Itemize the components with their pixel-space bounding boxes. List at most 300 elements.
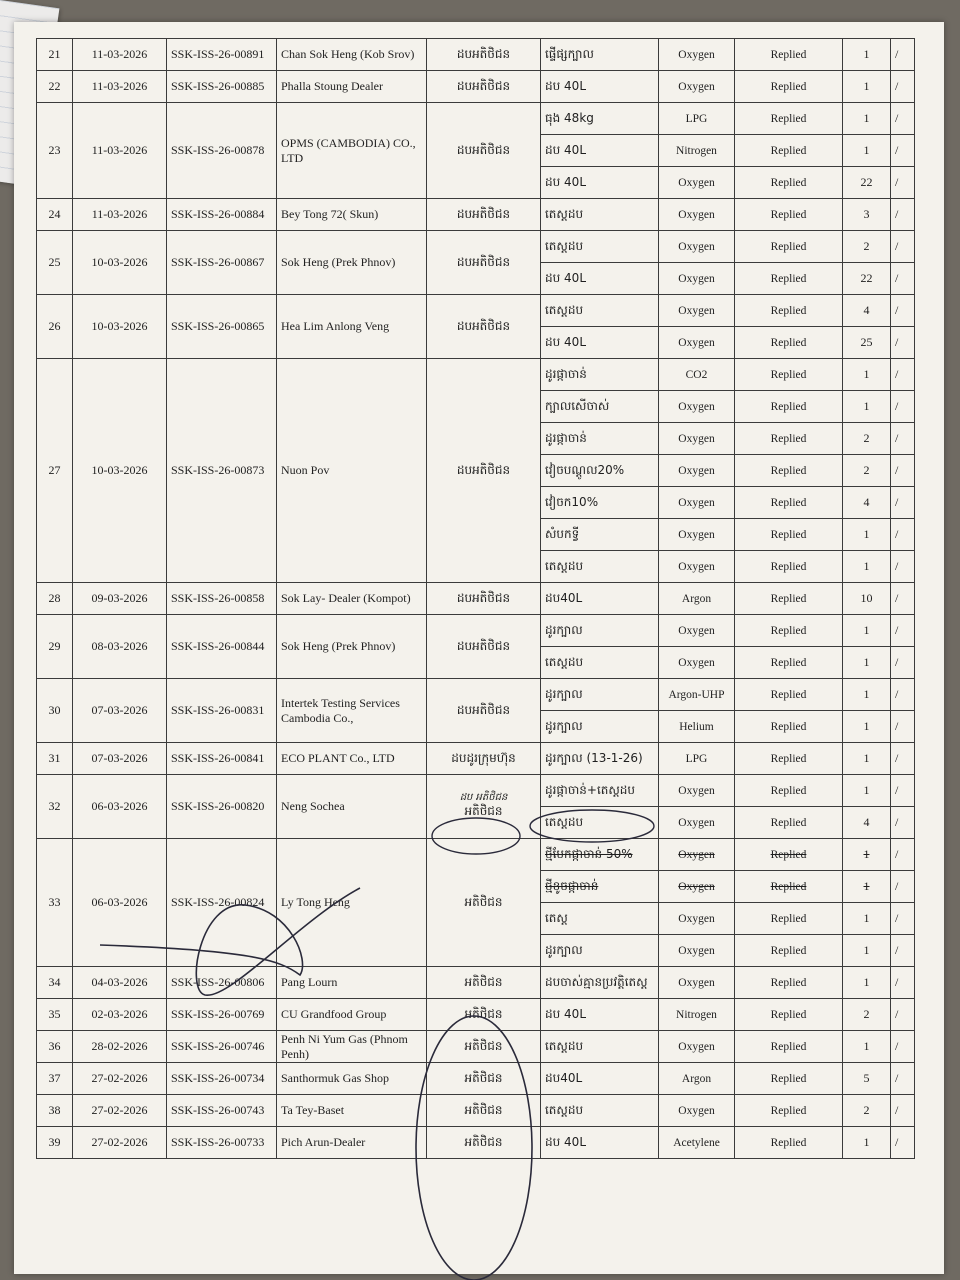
item-description: ដបចាស់គ្មានប្រវត្តិតេស្ត [541,967,659,999]
document-number: SSK-ISS-26-00858 [167,583,277,615]
item-description: ដូរក្បាល [541,615,659,647]
status: Replied [735,455,843,487]
gas-type: Oxygen [659,423,735,455]
check-mark-icon: / [895,527,899,541]
ledger-table [36,38,915,1159]
check-mark-icon: / [895,687,899,701]
gas-type: Argon [659,1063,735,1095]
check-mark-cell [891,135,915,167]
status: Replied [735,1063,843,1095]
status: Replied [735,167,843,199]
item-description: ដប 40L [541,999,659,1031]
quantity: 10 [843,583,891,615]
quantity: 22 [843,167,891,199]
table-row [37,295,915,327]
quantity: 1 [843,775,891,807]
document-number: SSK-ISS-26-00865 [167,295,277,359]
check-mark-icon: / [895,463,899,477]
cylinder-type: អតិថិជន [427,1031,541,1063]
quantity: 1 [843,39,891,71]
gas-type: LPG [659,743,735,775]
quantity: 1 [843,1127,891,1159]
check-mark-cell [891,807,915,839]
status: Replied [735,583,843,615]
customer-name: Hea Lim Anlong Veng [277,295,427,359]
check-mark-cell [891,775,915,807]
quantity: 2 [843,231,891,263]
document-number: SSK-ISS-26-00824 [167,839,277,967]
status: Replied [735,135,843,167]
check-mark-cell [891,711,915,743]
row-number: 37 [37,1063,73,1095]
check-mark-cell [891,967,915,999]
document-number: SSK-ISS-26-00885 [167,71,277,103]
issue-date: 10-03-2026 [73,295,167,359]
item-description: តេស្តដប [541,231,659,263]
row-number: 24 [37,199,73,231]
status: Replied [735,263,843,295]
item-description: ដប 40L [541,1127,659,1159]
table-row [37,1095,915,1127]
check-mark-icon: / [895,271,899,285]
gas-type: Oxygen [659,231,735,263]
quantity: 4 [843,807,891,839]
row-number: 34 [37,967,73,999]
check-mark-icon: / [895,591,899,605]
item-description: តេស្តដប [541,1031,659,1063]
check-mark-cell [891,199,915,231]
status: Replied [735,39,843,71]
item-description: ដូរផ្កាចាន់ [541,423,659,455]
row-number: 29 [37,615,73,679]
status: Replied [735,743,843,775]
gas-type: Oxygen [659,327,735,359]
document-number: SSK-ISS-26-00734 [167,1063,277,1095]
check-mark-cell [891,679,915,711]
status: Replied [735,295,843,327]
document-number: SSK-ISS-26-00769 [167,999,277,1031]
check-mark-icon: / [895,911,899,925]
ledger-body [37,39,915,1159]
status: Replied [735,679,843,711]
document-number: SSK-ISS-26-00806 [167,967,277,999]
cylinder-type: ដបអតិថិជន [427,615,541,679]
item-description: តេស្ត [541,903,659,935]
cylinder-type: ដបដូរក្រុមហ៊ុន [427,743,541,775]
gas-type: CO2 [659,359,735,391]
check-mark-cell [891,871,915,903]
gas-type: Oxygen [659,807,735,839]
customer-name: Bey Tong 72( Skun) [277,199,427,231]
cylinder-type: អតិថិជន [427,1063,541,1095]
row-number: 22 [37,71,73,103]
cylinder-type: អតិថិជន [427,839,541,967]
quantity: 1 [843,647,891,679]
status: Replied [735,967,843,999]
customer-name: Ly Tong Heng [277,839,427,967]
issue-date: 07-03-2026 [73,743,167,775]
gas-type: Oxygen [659,199,735,231]
customer-name: Sok Heng (Prek Phnov) [277,615,427,679]
check-mark-cell [891,839,915,871]
gas-type: Oxygen [659,1031,735,1063]
gas-type: Oxygen [659,903,735,935]
check-mark-icon: / [895,719,899,733]
row-number: 33 [37,839,73,967]
gas-type: Nitrogen [659,999,735,1031]
check-mark-icon: / [895,783,899,797]
table-row [37,199,915,231]
check-mark-cell [891,39,915,71]
row-number: 25 [37,231,73,295]
quantity: 3 [843,199,891,231]
quantity: 1 [843,551,891,583]
quantity: 1 [843,391,891,423]
row-number: 35 [37,999,73,1031]
status: Replied [735,423,843,455]
check-mark-cell [891,327,915,359]
status: Replied [735,231,843,263]
check-mark-icon: / [895,943,899,957]
status: Replied [735,839,843,871]
item-description: តេស្តដប [541,551,659,583]
check-mark-icon: / [895,623,899,637]
item-description: ដូរក្បាល [541,711,659,743]
check-mark-cell [891,455,915,487]
document-number: SSK-ISS-26-00820 [167,775,277,839]
check-mark-cell [891,263,915,295]
row-number: 31 [37,743,73,775]
check-mark-icon: / [895,1135,899,1149]
document-number: SSK-ISS-26-00844 [167,615,277,679]
item-description: វៀចបណ្តូល20% [541,455,659,487]
status: Replied [735,1127,843,1159]
item-description: តេស្តដប [541,647,659,679]
check-mark-cell [891,903,915,935]
table-row [37,679,915,711]
check-mark-icon: / [895,559,899,573]
status: Replied [735,935,843,967]
status: Replied [735,871,843,903]
item-description: តេស្តដប [541,295,659,327]
gas-type: Oxygen [659,263,735,295]
check-mark-icon: / [895,111,899,125]
status: Replied [735,487,843,519]
check-mark-icon: / [895,335,899,349]
quantity: 1 [843,839,891,871]
gas-type: Oxygen [659,871,735,903]
gas-type: Oxygen [659,455,735,487]
table-row [37,1127,915,1159]
cylinder-type: អតិថិជន [427,999,541,1031]
check-mark-icon: / [895,879,899,893]
issue-date: 11-03-2026 [73,103,167,199]
check-mark-cell [891,423,915,455]
table-row [37,743,915,775]
status: Replied [735,199,843,231]
check-mark-cell [891,647,915,679]
quantity: 22 [843,263,891,295]
issue-date: 11-03-2026 [73,71,167,103]
item-description: ដប40L [541,1063,659,1095]
customer-name: Sok Lay- Dealer (Kompot) [277,583,427,615]
check-mark-cell [891,999,915,1031]
customer-name: Intertek Testing Services Cambodia Co., [277,679,427,743]
check-mark-icon: / [895,79,899,93]
table-row [37,583,915,615]
issue-date: 10-03-2026 [73,359,167,583]
issue-date: 27-02-2026 [73,1127,167,1159]
check-mark-cell [891,583,915,615]
customer-name: Ta Tey-Baset [277,1095,427,1127]
issue-date: 08-03-2026 [73,615,167,679]
item-description: សំបកទ្វី [541,519,659,551]
check-mark-icon: / [895,47,899,61]
issue-date: 06-03-2026 [73,839,167,967]
gas-type: Oxygen [659,839,735,871]
quantity: 1 [843,935,891,967]
customer-name: Nuon Pov [277,359,427,583]
table-row [37,615,915,647]
check-mark-icon: / [895,1007,899,1021]
table-row [37,71,915,103]
status: Replied [735,1031,843,1063]
check-mark-icon: / [895,239,899,253]
gas-type: Acetylene [659,1127,735,1159]
customer-name: OPMS (CAMBODIA) CO., LTD [277,103,427,199]
cylinder-type: ដបអតិថិជន [427,71,541,103]
document-number: SSK-ISS-26-00831 [167,679,277,743]
item-description: ធុង 48kg [541,103,659,135]
check-mark-icon: / [895,751,899,765]
issue-date: 27-02-2026 [73,1095,167,1127]
table-row [37,103,915,135]
quantity: 4 [843,487,891,519]
check-mark-icon: / [895,367,899,381]
document-number: SSK-ISS-26-00891 [167,39,277,71]
item-description: ដប 40L [541,327,659,359]
status: Replied [735,711,843,743]
row-number: 27 [37,359,73,583]
table-row [37,231,915,263]
customer-name: Penh Ni Yum Gas (Phnom Penh) [277,1031,427,1063]
quantity: 2 [843,1095,891,1127]
gas-type: Oxygen [659,519,735,551]
item-description: ដូរផ្កាចាន់ [541,359,659,391]
issue-date: 11-03-2026 [73,39,167,71]
item-description: ដូរក្បាល [541,935,659,967]
gas-type: Argon-UHP [659,679,735,711]
check-mark-cell [891,487,915,519]
gas-type: Oxygen [659,615,735,647]
status: Replied [735,615,843,647]
quantity: 25 [843,327,891,359]
row-number: 23 [37,103,73,199]
table-row [37,1031,915,1063]
table-row [37,775,915,807]
table-row [37,1063,915,1095]
cylinder-type: ដបអតិថិជន [427,199,541,231]
check-mark-icon: / [895,1039,899,1053]
issue-date: 28-02-2026 [73,1031,167,1063]
check-mark-icon: / [895,815,899,829]
gas-type: Oxygen [659,39,735,71]
item-description: ថ្មីខូចផ្កាចាន់ [541,871,659,903]
check-mark-cell [891,1063,915,1095]
check-mark-icon: / [895,1103,899,1117]
cylinder-type: ដបអតិថិជន [427,231,541,295]
gas-type: Oxygen [659,71,735,103]
check-mark-cell [891,1127,915,1159]
gas-type: Helium [659,711,735,743]
status: Replied [735,103,843,135]
check-mark-cell [891,519,915,551]
gas-type: Oxygen [659,391,735,423]
document-number: SSK-ISS-26-00884 [167,199,277,231]
status: Replied [735,71,843,103]
document-number: SSK-ISS-26-00841 [167,743,277,775]
gas-type: Oxygen [659,775,735,807]
table-row [37,39,915,71]
cylinder-type: អតិថិជន [427,967,541,999]
check-mark-cell [891,359,915,391]
quantity: 1 [843,359,891,391]
row-number: 38 [37,1095,73,1127]
check-mark-cell [891,551,915,583]
cylinder-type: ដបអតិថិជន [427,679,541,743]
item-description: ដូរក្បាល [541,679,659,711]
quantity: 4 [843,295,891,327]
customer-name: CU Grandfood Group [277,999,427,1031]
customer-name: Phalla Stoung Dealer [277,71,427,103]
gas-type: Oxygen [659,935,735,967]
check-mark-cell [891,1031,915,1063]
gas-type: Oxygen [659,967,735,999]
row-number: 26 [37,295,73,359]
status: Replied [735,551,843,583]
quantity: 1 [843,967,891,999]
gas-type: Oxygen [659,487,735,519]
document-number: SSK-ISS-26-00873 [167,359,277,583]
cylinder-type: អតិថិជន [427,1127,541,1159]
customer-name: Pich Arun-Dealer [277,1127,427,1159]
item-description: តេស្តដប [541,807,659,839]
check-mark-icon: / [895,431,899,445]
status: Replied [735,807,843,839]
issue-date: 09-03-2026 [73,583,167,615]
status: Replied [735,391,843,423]
item-description: ដូរក្បាល (13-1-26) [541,743,659,775]
row-number: 21 [37,39,73,71]
customer-name: Pang Lourn [277,967,427,999]
check-mark-cell [891,231,915,263]
status: Replied [735,775,843,807]
status: Replied [735,999,843,1031]
gas-type: Oxygen [659,551,735,583]
gas-type: Oxygen [659,295,735,327]
item-description: ដប 40L [541,71,659,103]
item-description: ថ្មីបែកផ្កាចាន់ 50% [541,839,659,871]
table-row [37,999,915,1031]
quantity: 2 [843,999,891,1031]
check-mark-icon: / [895,207,899,221]
check-mark-cell [891,615,915,647]
document-number: SSK-ISS-26-00743 [167,1095,277,1127]
item-description: ដូរផ្កាចាន់+តេស្តដប [541,775,659,807]
check-mark-icon: / [895,495,899,509]
issue-date: 11-03-2026 [73,199,167,231]
cylinder-type: ដបអតិថិជន [427,103,541,199]
check-mark-cell [891,935,915,967]
check-mark-cell [891,103,915,135]
check-mark-icon: / [895,1071,899,1085]
cylinder-type: អតិថិជន [427,1095,541,1127]
status: Replied [735,647,843,679]
check-mark-cell [891,71,915,103]
check-mark-icon: / [895,399,899,413]
quantity: 1 [843,103,891,135]
cylinder-type: ដប អតិថិជន អតិថិជន [427,775,541,839]
status: Replied [735,1095,843,1127]
item-description: តេស្តដប [541,199,659,231]
issue-date: 02-03-2026 [73,999,167,1031]
check-mark-icon: / [895,303,899,317]
check-mark-icon: / [895,655,899,669]
row-number: 39 [37,1127,73,1159]
quantity: 1 [843,711,891,743]
quantity: 1 [843,615,891,647]
quantity: 1 [843,743,891,775]
quantity: 2 [843,455,891,487]
gas-type: Nitrogen [659,135,735,167]
cylinder-type: ដបអតិថិជន [427,583,541,615]
customer-name: Chan Sok Heng (Kob Srov) [277,39,427,71]
check-mark-cell [891,391,915,423]
quantity: 5 [843,1063,891,1095]
quantity: 1 [843,135,891,167]
issue-date: 06-03-2026 [73,775,167,839]
issue-date: 10-03-2026 [73,231,167,295]
row-number: 30 [37,679,73,743]
quantity: 1 [843,903,891,935]
item-description: តេស្តដប [541,1095,659,1127]
gas-type: Argon [659,583,735,615]
cylinder-type: ដបអតិថិជន [427,359,541,583]
gas-type: Oxygen [659,647,735,679]
customer-name: Santhormuk Gas Shop [277,1063,427,1095]
customer-name: Sok Heng (Prek Phnov) [277,231,427,295]
status: Replied [735,903,843,935]
document-number: SSK-ISS-26-00746 [167,1031,277,1063]
document-number: SSK-ISS-26-00867 [167,231,277,295]
quantity: 1 [843,871,891,903]
check-mark-icon: / [895,975,899,989]
status: Replied [735,327,843,359]
check-mark-cell [891,743,915,775]
quantity: 1 [843,71,891,103]
quantity: 2 [843,423,891,455]
check-mark-cell [891,167,915,199]
table-row [37,967,915,999]
issue-date: 27-02-2026 [73,1063,167,1095]
cylinder-type: ដបអតិថិជន [427,295,541,359]
item-description: ដប 40L [541,263,659,295]
quantity: 1 [843,679,891,711]
gas-type: Oxygen [659,167,735,199]
issue-date: 07-03-2026 [73,679,167,743]
cylinder-type: ដបអតិថិជន [427,39,541,71]
item-description: ដប 40L [541,135,659,167]
